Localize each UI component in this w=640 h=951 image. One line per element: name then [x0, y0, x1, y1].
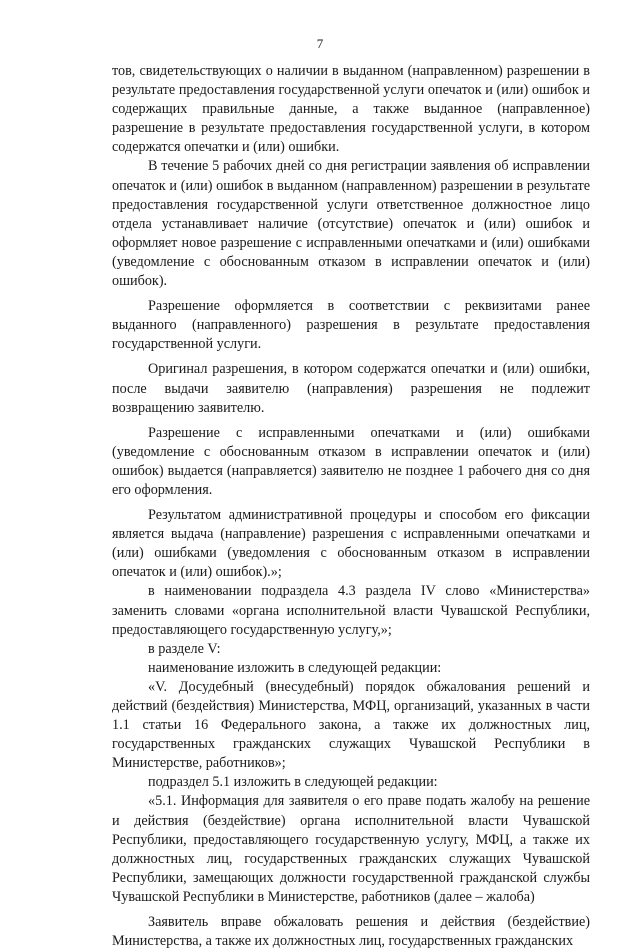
paragraph: тов, свидетельствующих о наличии в выданном (направленном) разрешении в результате предоставления государственной услуги опечаток и (или) ошибок и содержащих правильные данные, а также выданное (направленное) разрешение в результате предоставления государственной услуги, в котором содержатся опечатки и (или) ошибки. [112, 63, 590, 156]
paragraph: в наименовании подраздела 4.3 раздела IV слово «Министерства» заменить словами «органа исполнительной власти Чувашской Республики, предоставляющего государственную услугу,»; [112, 583, 590, 638]
paragraph: В течение 5 рабочих дней со дня регистрации заявления об исправлении опечаток и (или) ошибок в выданном (направленном) разрешении в результате предоставления государственной услуги ответственное должностное лицо отдела устанавливает наличие (отсутствие) опечаток и (или) ошибок и оформляет новое разрешение с исправленными опечатками и (или) ошибками (уведомление с обоснованным отказом в исправлении опечаток и (или) ошибок). [112, 158, 590, 290]
paragraph: Заявитель вправе обжаловать решения и действия (бездействие) Министерства, а также их должностных лиц, государственных гражданских [112, 914, 590, 950]
paragraph: «V. Досудебный (внесудебный) порядок обжалования решений и действий (бездействия) Министерства, МФЦ, организаций, указанных в части 1.1 статьи 16 Федерального закона, а также их должностных лиц, государственных гражданских служащих Чувашской Республики в Министерстве, работников»; [112, 678, 590, 772]
paragraph: Оригинал разрешения, в котором содержатся опечатки и (или) ошибки, после выдачи заявителю (направления) разрешения не подлежит возвращению заявителю. [112, 361, 590, 416]
paragraph: Разрешение с исправленными опечатками и (или) ошибками (уведомление с обоснованным отказом в исправлении опечаток и (или) ошибок) выдается (направляется) заявителю не позднее 1 рабочего дня со дня его оформления. [112, 424, 590, 498]
paragraph: Разрешение оформляется в соответствии с реквизитами ранее выданного (направленного) разрешения в результате предоставления государственной услуги. [112, 298, 590, 353]
page-number: 7 [316, 36, 324, 51]
paragraph: подраздел 5.1 изложить в следующей редакции: [148, 774, 438, 791]
paragraph: в разделе V: [148, 640, 221, 657]
paragraph: наименование изложить в следующей редакции: [148, 659, 442, 676]
document-body [112, 62, 590, 951]
paragraph: Результатом административной процедуры и способом его фиксации является выдача (направление) разрешения с исправленными опечатками и (или) ошибками (уведомления с обоснованным отказом в исправлении опечаток и (или) ошибок).»; [112, 507, 590, 581]
paragraph: «5.1. Информация для заявителя о его праве подать жалобу на решение и действия (бездействие) органа исполнительной власти Чувашской Республики, предоставляющего государственную услугу, МФЦ, а также их должностных лиц, государственных гражданских служащих Чувашской Республики, замещающих должности государственной гражданской службы Чувашской Республики в Министерстве, работников (далее – жалоба) [112, 793, 590, 905]
